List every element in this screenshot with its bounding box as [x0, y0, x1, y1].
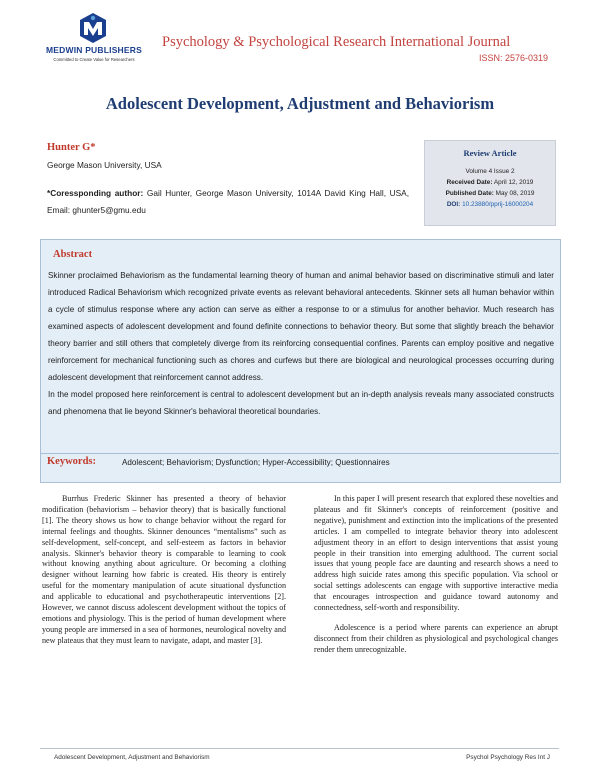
publisher-name: MEDWIN PUBLISHERS	[46, 45, 142, 55]
body-paragraph: In this paper I will present research that explored these novelties and plateaus and fit Skinner's concepts of reinforcement (positive and negative), punishment and extinction into the implications of the presented articles. I am compelled to integrate behavior theory into adolescent adjustment theory in an effort to design interventions that assist young people in their transition into emerging adulthood. The current social issues that young people face are daunting and research shows a need to address high suicide rates among this specific population. Via school or social settings adolescents can engage with supportive interactive media that encourages introspection and guidance toward autonomy and connectedness, self-worth and responsibility.	[314, 494, 558, 613]
body-paragraph: Adolescence is a period where parents can experience an abrupt disconnect from their children as physiological and psychological changes render them unrecognizable.	[314, 622, 558, 654]
doi	[425, 201, 555, 208]
publisher-logo	[38, 12, 150, 66]
corresponding-author	[47, 185, 409, 219]
doi-label: DOI:	[446, 201, 461, 208]
issn: ISSN: 2576-0319	[478, 53, 548, 63]
abstract-paragraph: In the model proposed here reinforcement is central to adolescent development but an in-depth analysis reveals many associated constructs and phenomena that lie beyond Skinner's behavioral theoretical boundaries.	[48, 390, 554, 416]
corresponding-text: Gail Hunter, George Mason University, 1014A David King Hall, USA, Email: ghunter5@gmu.edu	[47, 188, 409, 215]
author-affiliation: George Mason University, USA	[47, 160, 162, 170]
publisher-tagline: Committed to Create Value for Researchers	[53, 57, 135, 62]
author-name: Hunter G*	[47, 142, 96, 153]
received-label: Received Date:	[446, 179, 493, 186]
article-info-box	[424, 140, 556, 226]
published-value: May 08, 2019	[495, 190, 535, 197]
keywords-row	[40, 453, 559, 482]
abstract-paragraph: Skinner proclaimed Behaviorism as the fundamental learning theory of human and animal behavior based on discriminative stimuli and later introduced Radical Behaviorism which recognized private events as relevant behavioral antecedents. Skinner sets all human behavior within a cycle of stimulus response where any action can serve as either a response to or a stimulus for another behavior. Much research has examined aspects of adolescent development and found definite connections to behavior theory. But some that slightly breach the behavior theory barrier and still others that completely diverge from its reinforcing consequential confines. Parents can employ positive and negative reinforcement for mechanical functioning such as chores and curfews but there are biological and neurological processes occurring during adolescent development that reinforcement cannot address.	[48, 271, 554, 382]
journal-title: Psychology & Psychological Research International Journal	[162, 34, 511, 50]
abstract-heading: Abstract	[53, 249, 93, 260]
body-column-left	[42, 494, 286, 647]
body-paragraph: Burrhus Frederic Skinner has presented a theory of behavior modification (behaviorism – behavior theory) that is basically functional [1]. The theory shows us how to change behavior without the regard for internal feelings and thoughts. Skinner denounces “mentalisms” such as self-development, self-concept, and self-esteem as factors in behavior analysis. Skinner's behavior theory is comparable to learning to cook without knowing anything about agriculture. Or becoming a clothing designer without learning how fabric is created. His theory is entirely useful for the momentary manipulation of acute situational dysfunction and applicable to educational and psychotherapeutic interventions [2]. However, we cannot discuss adolescent development without the topics of emotions and physiology. This is the period of human development where young people are immersed in a sea of hormones, neurological novelty and new plateaus that they must learn to navigate, adapt, and master [3].	[42, 494, 286, 645]
received-date	[425, 179, 555, 186]
corresponding-label: *Coressponding author:	[47, 188, 144, 198]
published-date	[425, 190, 555, 197]
abstract-text	[48, 267, 554, 420]
doi-link[interactable]: 10.23880/pprij-16000204	[462, 201, 534, 208]
footer-divider	[40, 748, 559, 749]
footer-journal-abbrev: Psychol Psychology Res Int J	[466, 754, 550, 761]
article-type: Review Article	[463, 148, 517, 158]
keywords-label: Keywords:	[47, 456, 96, 467]
published-label: Published Date:	[445, 190, 494, 197]
article-title: Adolescent Development, Adjustment and Behaviorism	[105, 94, 495, 113]
keywords-list: Adolescent; Behaviorism; Dysfunction; Hyper-Accessibility; Questionnaires	[122, 458, 390, 467]
received-value: April 12, 2019	[493, 179, 534, 186]
footer-running-title: Adolescent Development, Adjustment and Behaviorism	[54, 754, 210, 761]
body-column-right	[314, 494, 558, 656]
volume-issue: Volume 4 Issue 2	[465, 168, 515, 175]
abstract-box	[40, 239, 561, 483]
publisher-logo-mark-icon	[78, 12, 108, 44]
